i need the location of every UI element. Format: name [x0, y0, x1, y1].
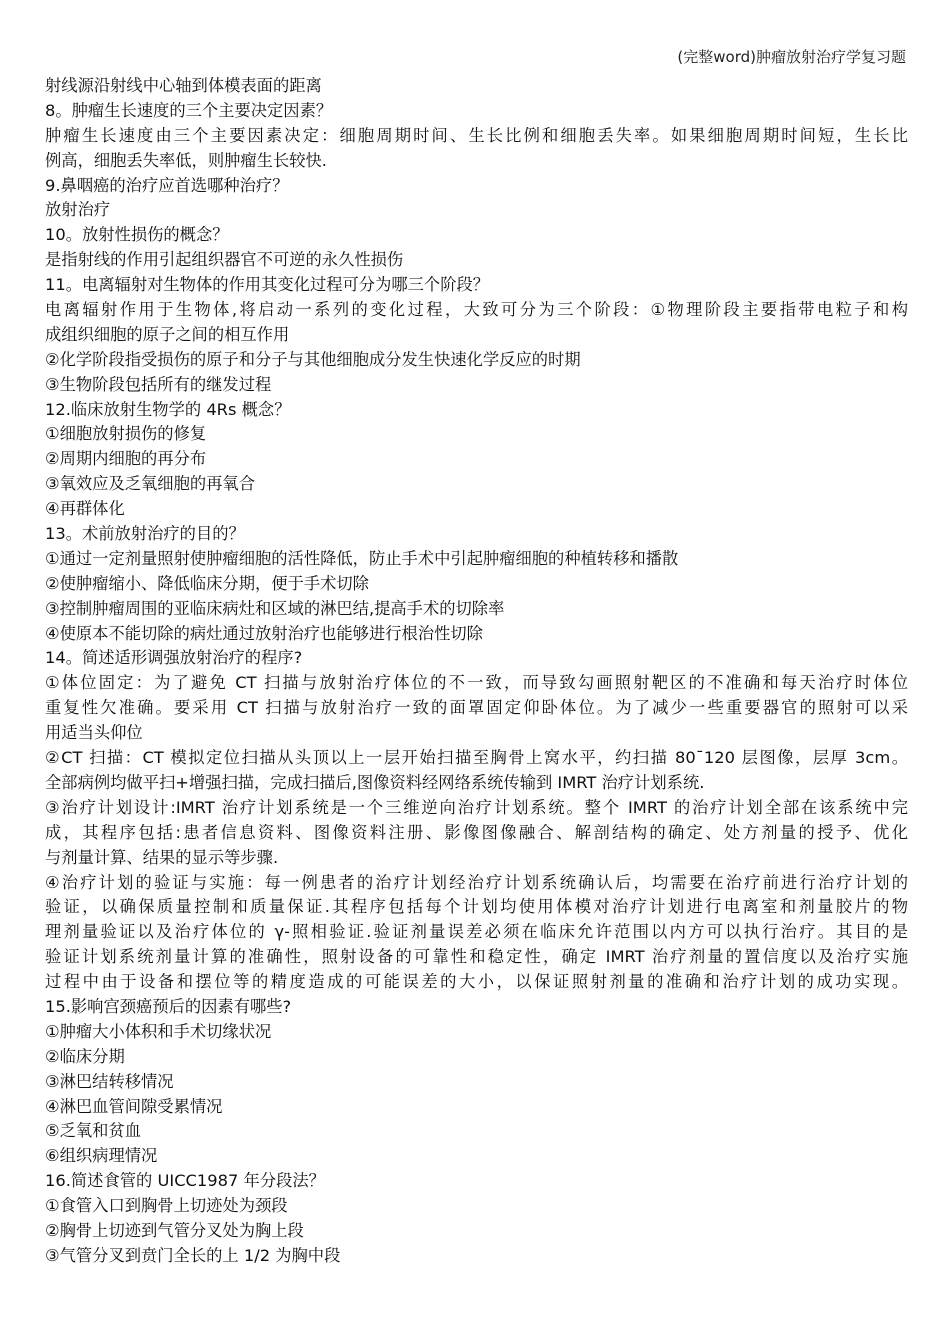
text-line: ③气管分叉到贲门全长的上 1/2 为胸中段 [45, 1245, 341, 1265]
text-line: ①肿瘤大小体积和手术切缘状况 [45, 1021, 272, 1041]
text-line: ④使原本不能切除的病灶通过放射治疗也能够进行根治性切除 [45, 623, 483, 643]
text-line: 8。肿瘤生长速度的三个主要决定因素？ [45, 100, 333, 120]
text-line: ①食管入口到胸骨上切迹处为颈段 [45, 1196, 288, 1216]
text-line: 14。简述适形调强放射治疗的程序? [45, 648, 303, 668]
text-line: ③治疗计划设计:IMRT 治疗计划系统是一个三维逆向治疗计划系统。整个 IMRT 的治疗计划全部在该系统中完 [45, 797, 908, 817]
text-line: ③淋巴结转移情况 [45, 1071, 174, 1091]
text-line: ①体位固定：为了避免 CT 扫描与放射治疗体位的不一致，而导致勾画照射靶区的不准确和每天治疗时体位 [45, 673, 908, 693]
text-line: 成，其程序包括:患者信息资料、图像资料注册、影像图像融合、解剖结构的确定、处方剂量的授予、优化 [45, 822, 908, 842]
text-line: ③氧效应及乏氧细胞的再氧合 [45, 474, 255, 494]
text-line: 射线源沿射线中心轴到体模表面的距离 [45, 76, 322, 95]
text-line: 是指射线的作用引起组织器官不可逆的永久性损伤 [45, 250, 404, 270]
text-line: ③控制肿瘤周围的亚临床病灶和区域的淋巴结,提高手术的切除率 [45, 598, 505, 618]
text-line: ②胸骨上切迹到气管分叉处为胸上段 [45, 1220, 304, 1240]
text-line: ②临床分期 [45, 1046, 125, 1066]
text-line: ②CT 扫描：CT 模拟定位扫描从头顶以上一层开始扫描至胸骨上窝水平，约扫描 80¯120 层图像，层厚 3cm。 [45, 748, 908, 768]
text-line: 11。电离辐射对生物体的作用其变化过程可分为哪三个阶段？ [45, 275, 490, 295]
text-line: 与剂量计算、结果的显示等步骤. [45, 847, 279, 867]
text-line: 重复性欠准确。要采用 CT 扫描与放射治疗一致的面罩固定仰卧体位。为了减少一些重要器官的照射可以采 [45, 698, 908, 718]
text-line: ②周期内细胞的再分布 [45, 449, 207, 469]
text-line: 验证，以确保质量控制和质量保证.其程序包括每个计划均使用体模对治疗计划进行电离室和剂量胶片的物 [45, 897, 908, 917]
text-line: 16.简述食管的 UICC1987 年分段法？ [45, 1171, 325, 1191]
text-line: 13。术前放射治疗的目的？ [45, 524, 245, 544]
text-line: ⑥组织病理情况 [45, 1146, 158, 1166]
text-line: 全部病例均做平扫+增强扫描，完成扫描后,图像资料经网络系统传输到 IMRT 治疗计划系统. [45, 772, 705, 792]
text-line: ⑤乏氧和贫血 [45, 1121, 142, 1141]
text-line: ①通过一定剂量照射使肿瘤细胞的活性降低，防止手术中引起肿瘤细胞的种植转移和播散 [45, 548, 679, 568]
document-body [45, 74, 908, 1269]
text-line: ③生物阶段包括所有的继发过程 [45, 374, 272, 394]
text-line: ④再群体化 [45, 499, 125, 519]
text-line: ①细胞放射损伤的修复 [45, 424, 207, 444]
text-line: 例高，细胞丢失率低，则肿瘤生长较快. [45, 150, 327, 170]
text-line: 理剂量验证以及治疗体位的 γ-照相验证.验证剂量误差必须在临床允许范围以内方可以执行治疗。其目的是 [45, 922, 908, 942]
text-line: ④淋巴血管间隙受累情况 [45, 1096, 223, 1116]
text-line: 电离辐射作用于生物体,将启动一系列的变化过程，大致可分为三个阶段：①物理阶段主要指带电粒子和构 [45, 300, 908, 320]
page-header-title: (完整word)肿瘤放射治疗学复习题 [677, 48, 906, 66]
text-line: 10。放射性损伤的概念？ [45, 225, 229, 245]
text-line: 用适当头仰位 [45, 723, 143, 743]
text-line: 15.影响宫颈癌预后的因素有哪些? [45, 996, 292, 1016]
text-line: ②化学阶段指受损伤的原子和分子与其他细胞成分发生快速化学反应的时期 [45, 349, 581, 369]
text-line: 成组织细胞的原子之间的相互作用 [45, 324, 290, 344]
text-line: ②使肿瘤缩小、降低临床分期，便于手术切除 [45, 573, 369, 593]
text-line: 验证计划系统剂量计算的准确性，照射设备的可靠性和稳定性，确定 IMRT 治疗剂量的置信度以及治疗实施 [45, 947, 908, 967]
text-line: 12.临床放射生物学的 4Rs 概念？ [45, 399, 291, 419]
text-line: 9.鼻咽癌的治疗应首选哪种治疗？ [45, 175, 289, 195]
text-line: 过程中由于设备和摆位等的精度造成的可能误差的大小，以保证照射剂量的准确和治疗计划的成功实现。 [45, 972, 908, 992]
text-line: ④治疗计划的验证与实施：每一例患者的治疗计划经治疗计划系统确认后，均需要在治疗前进行治疗计划的 [45, 872, 908, 892]
text-line: 放射治疗 [45, 200, 111, 220]
text-line: 肿瘤生长速度由三个主要因素决定：细胞周期时间、生长比例和细胞丢失率。如果细胞周期时间短，生长比 [45, 125, 908, 145]
